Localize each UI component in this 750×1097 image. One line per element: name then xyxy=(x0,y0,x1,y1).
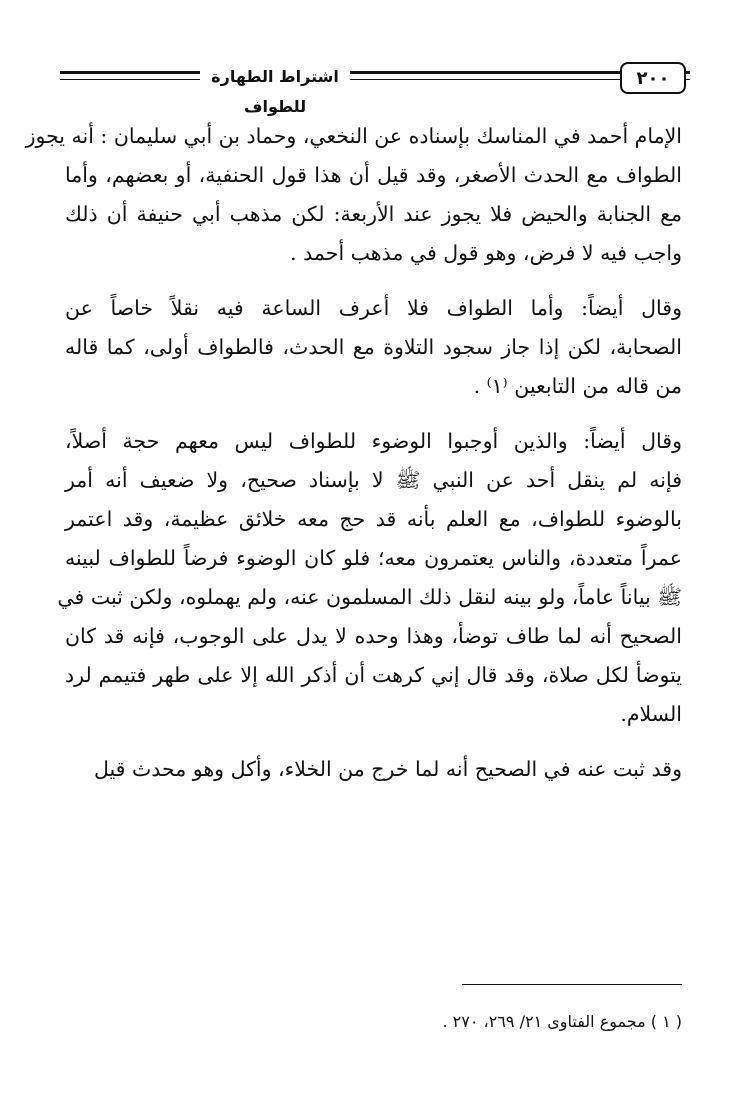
text-line: يتوضأ لكل صلاة، وقد قال إني كرهت أن أذكر الله إلا على طهر فتيمم لرد xyxy=(65,663,682,687)
text-line: الطواف مع الحدث الأصغر، وقد قيل أن هذا قول الحنفية، أو بعضهم، وأما xyxy=(65,163,682,187)
page-number xyxy=(620,62,686,94)
main-text xyxy=(25,117,682,789)
footnote-separator xyxy=(462,984,682,985)
footnote: ( ١ ) مجموع الفتاوى ٢١/ ٢٦٩، ٢٧٠ . xyxy=(442,1012,682,1031)
text-line: وقد ثبت عنه في الصحيح أنه لما خرج من الخلاء، وأكل وهو محدث قيل xyxy=(93,757,682,781)
page-header xyxy=(60,60,690,116)
header-rule-top xyxy=(60,71,690,74)
paragraph xyxy=(57,422,682,734)
paragraph xyxy=(25,117,682,273)
text-line: مع الجنابة والحيض فلا يجوز عند الأربعة: لكن مذهب أبي حنيفة أن ذلك xyxy=(65,202,682,226)
paragraph xyxy=(65,289,682,406)
running-title: اشتراط الطهارة للطواف xyxy=(200,62,350,92)
header-rule-bottom xyxy=(60,79,690,80)
text-line: الصحابة، لكن إذا جاز سجود التلاوة مع الحدث، فالطواف أولى، كما قاله xyxy=(65,335,682,359)
text-line: واجب فيه لا فرض، وهو قول في مذهب أحمد . xyxy=(290,241,682,265)
text-line: وقال أيضاً: والذين أوجبوا الوضوء للطواف ليس معهم حجة أصلاً، xyxy=(65,429,682,453)
paragraph xyxy=(65,750,682,789)
text-line: وقال أيضاً: وأما الطواف فلا أعرف الساعة فيه نقلاً خاصاً عن xyxy=(65,296,682,320)
text-line: بالوضوء للطواف، مع العلم بأنه قد حج معه خلائق عظيمة، وقد اعتمر xyxy=(65,507,682,531)
text-line: الإمام أحمد في المناسك بإسناده عن النخعي، وحماد بن أبي سليمان : أنه يجوز xyxy=(25,124,682,148)
text-line: فإنه لم ينقل أحد عن النبي ﷺ لا بإسناد صحيح، ولا ضعيف أنه أمر xyxy=(65,468,682,492)
text-line: عمراً متعددة، والناس يعتمرون معه؛ فلو كان الوضوء فرضاً للطواف لبينه xyxy=(65,546,682,570)
page-number-text: ٢٠٠ xyxy=(636,67,670,89)
text-line: ﷺ بياناً عاماً، ولو بينه لنقل ذلك المسلمون عنه، ولم يهملوه، ولكن ثبت في xyxy=(57,585,682,609)
text-line: من قاله من التابعين ⁽١⁾ . xyxy=(473,374,682,398)
text-line: الصحيح أنه لما طاف توضأ، وهذا وحده لا يدل على الوجوب، فإنه قد كان xyxy=(65,624,682,648)
text-line: السلام. xyxy=(620,702,682,726)
